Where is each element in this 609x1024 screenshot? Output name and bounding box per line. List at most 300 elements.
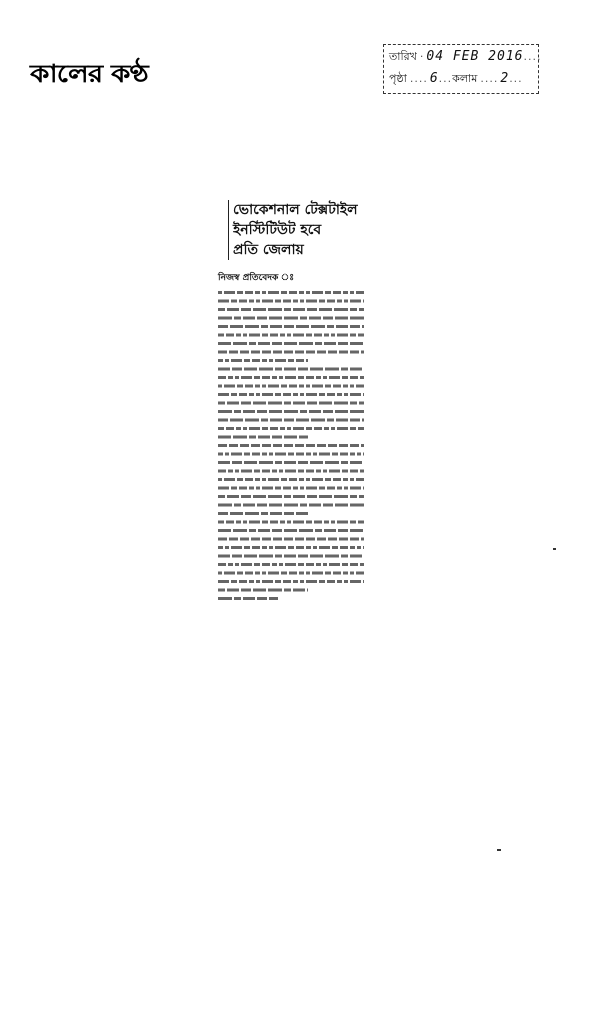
illegible-word (218, 317, 232, 320)
illegible-word (323, 504, 333, 507)
scan-speck (553, 548, 556, 550)
illegible-word (357, 546, 361, 549)
illegible-word (350, 538, 359, 541)
illegible-word (299, 478, 304, 481)
illegible-word (293, 589, 305, 592)
illegible-word (307, 589, 308, 592)
illegible-word (218, 351, 227, 354)
illegible-word (252, 359, 260, 362)
illegible-word (327, 419, 334, 422)
illegible-word (333, 291, 341, 294)
illegible-word (306, 580, 317, 583)
illegible-word (299, 291, 304, 294)
illegible-word (306, 546, 311, 549)
illegible-word (268, 589, 282, 592)
illegible-word (275, 393, 281, 396)
illegible-word (239, 393, 247, 396)
illegible-word (257, 504, 267, 507)
illegible-word (218, 546, 223, 549)
illegible-word (306, 538, 315, 541)
illegible-word (236, 334, 241, 337)
illegible-word (285, 563, 296, 566)
illegible-word (315, 529, 322, 532)
illegible-word (249, 427, 260, 430)
illegible-word (249, 529, 256, 532)
illegible-word (245, 512, 259, 515)
illegible-word (218, 487, 229, 490)
illegible-word (300, 487, 304, 490)
illegible-word (257, 317, 267, 320)
illegible-word (295, 538, 304, 541)
illegible-word (344, 393, 348, 396)
illegible-word (284, 351, 293, 354)
illegible-word (310, 555, 323, 558)
illegible-word (350, 470, 358, 473)
illegible-word (218, 461, 230, 464)
illegible-word (244, 461, 257, 464)
illegible-word (306, 563, 314, 566)
illegible-word (337, 580, 342, 583)
illegible-word (218, 300, 229, 303)
illegible-word (284, 342, 297, 345)
illegible-word (245, 572, 253, 575)
illegible-word (350, 410, 364, 413)
illegible-word (296, 546, 304, 549)
illegible-word (309, 317, 321, 320)
illegible-word (256, 580, 260, 583)
illegible-word (316, 563, 321, 566)
illegible-word (298, 376, 304, 379)
illegible-word (311, 419, 325, 422)
illegible-word (350, 402, 357, 405)
illegible-word (256, 393, 260, 396)
illegible-word (284, 368, 296, 371)
illegible-word (262, 470, 270, 473)
illegible-word (262, 291, 266, 294)
illegible-word (287, 427, 291, 430)
illegible-word (325, 478, 331, 481)
illegible-word (218, 393, 229, 396)
illegible-word (359, 402, 364, 405)
illegible-word (241, 402, 251, 405)
illegible-word (336, 419, 348, 422)
illegible-word (284, 529, 297, 532)
illegible-word (227, 308, 239, 311)
newspaper-masthead: কালের কণ্ঠ (30, 58, 148, 89)
illegible-word (324, 427, 329, 430)
illegible-word (273, 351, 282, 354)
illegible-word (328, 538, 337, 541)
illegible-word (275, 580, 281, 583)
illegible-word (279, 563, 283, 566)
illegible-word (293, 402, 305, 405)
illegible-word (329, 470, 340, 473)
article-headline (228, 200, 366, 260)
illegible-word (350, 521, 356, 524)
illegible-word (284, 512, 294, 515)
illegible-word (218, 512, 228, 515)
illegible-word (342, 470, 348, 473)
headline-line-1: ভোকেশনাল টেক্সটাইল (233, 202, 358, 218)
illegible-word (333, 385, 341, 388)
illegible-word (324, 334, 329, 337)
illegible-word (255, 572, 260, 575)
illegible-word (284, 504, 298, 507)
illegible-word (283, 300, 291, 303)
illegible-word (324, 529, 336, 532)
illegible-word (279, 376, 283, 379)
illegible-word (218, 453, 223, 456)
illegible-word (233, 342, 247, 345)
illegible-word (325, 291, 331, 294)
illegible-word (262, 300, 273, 303)
illegible-word (285, 470, 296, 473)
illegible-word (284, 495, 291, 498)
illegible-word (312, 291, 323, 294)
illegible-word (361, 351, 364, 354)
illegible-word (306, 487, 317, 490)
illegible-word (299, 436, 308, 439)
illegible-word (270, 325, 282, 328)
illegible-word (298, 555, 308, 558)
illegible-word (243, 504, 255, 507)
illegible-word (340, 453, 348, 456)
illegible-word (251, 351, 260, 354)
illegible-word (281, 572, 287, 575)
illegible-word (350, 487, 361, 490)
illegible-word (357, 453, 361, 456)
illegible-word (350, 317, 364, 320)
illegible-word (272, 342, 282, 345)
illegible-word (350, 427, 356, 430)
illegible-word (233, 436, 247, 439)
illegible-word (224, 291, 235, 294)
illegible-word (356, 291, 364, 294)
illegible-word (360, 563, 364, 566)
illegible-word (225, 546, 229, 549)
illegible-word (270, 512, 282, 515)
illegible-word (300, 504, 307, 507)
illegible-word (241, 563, 252, 566)
illegible-word (231, 393, 237, 396)
illegible-word (230, 419, 243, 422)
illegible-word (341, 368, 348, 371)
illegible-word (325, 368, 339, 371)
illegible-word (317, 444, 326, 447)
illegible-word (236, 427, 241, 430)
illegible-word (224, 385, 235, 388)
illegible-word (313, 453, 317, 456)
illegible-word (280, 427, 285, 430)
illegible-word (337, 334, 348, 337)
illegible-word (293, 521, 304, 524)
headline-line-3: প্রতি জেলায় (233, 242, 304, 258)
illegible-word (316, 376, 321, 379)
illegible-word (273, 538, 282, 541)
illegible-word (284, 419, 294, 422)
illegible-word (226, 521, 234, 524)
illegible-word (218, 589, 225, 592)
illegible-word (327, 487, 335, 490)
illegible-word (319, 580, 325, 583)
illegible-word (331, 521, 335, 524)
illegible-word (343, 478, 348, 481)
illegible-word (268, 291, 279, 294)
illegible-word (306, 521, 312, 524)
illegible-word (300, 580, 304, 583)
illegible-word (317, 538, 326, 541)
article-byline: নিজস্ব প্রতিবেদক ঃ (218, 273, 295, 283)
illegible-word (332, 546, 338, 549)
illegible-word (319, 393, 325, 396)
illegible-word (225, 453, 229, 456)
illegible-word (253, 402, 266, 405)
illegible-word (343, 291, 348, 294)
illegible-word (335, 410, 348, 413)
illegible-word (284, 325, 294, 328)
illegible-word (269, 317, 282, 320)
illegible-word (218, 470, 226, 473)
illegible-word (239, 580, 247, 583)
illegible-word (306, 300, 317, 303)
illegible-word (245, 419, 259, 422)
illegible-word (231, 359, 242, 362)
illegible-word (363, 487, 364, 490)
illegible-word (232, 555, 242, 558)
illegible-word (259, 555, 273, 558)
illegible-word (293, 300, 298, 303)
stamp-page-value: 6 (429, 71, 439, 86)
illegible-word (262, 538, 271, 541)
illegible-word (218, 427, 224, 430)
illegible-word (325, 555, 339, 558)
illegible-word (262, 487, 273, 490)
illegible-word (295, 444, 304, 447)
scan-speck (497, 849, 501, 851)
illegible-word (244, 453, 250, 456)
illegible-word (254, 470, 260, 473)
illegible-word (268, 385, 279, 388)
illegible-word (270, 427, 278, 430)
illegible-word (255, 478, 260, 481)
illegible-word (287, 521, 291, 524)
illegible-word (245, 325, 259, 328)
illegible-word (234, 504, 241, 507)
illegible-word (252, 546, 260, 549)
illegible-word (218, 436, 231, 439)
illegible-word (275, 487, 281, 490)
illegible-word (363, 546, 364, 549)
illegible-word (241, 589, 251, 592)
illegible-word (233, 529, 247, 532)
illegible-word (251, 538, 260, 541)
illegible-word (296, 419, 309, 422)
illegible-word (338, 342, 348, 345)
illegible-word (275, 359, 286, 362)
illegible-word (288, 546, 294, 549)
illegible-word (218, 291, 222, 294)
illegible-word (218, 495, 225, 498)
illegible-word (287, 334, 291, 337)
illegible-word (350, 461, 362, 464)
illegible-word (244, 368, 257, 371)
illegible-word (243, 427, 247, 430)
illegible-word (229, 444, 238, 447)
illegible-word (307, 495, 317, 498)
illegible-word (255, 291, 260, 294)
illegible-word (293, 334, 304, 337)
illegible-word (307, 308, 317, 311)
illegible-word (262, 376, 270, 379)
illegible-word (319, 546, 330, 549)
illegible-word (262, 521, 268, 524)
illegible-word (319, 487, 325, 490)
illegible-word (245, 478, 253, 481)
illegible-word (328, 351, 337, 354)
illegible-word (296, 325, 309, 328)
illegible-word (350, 334, 356, 337)
illegible-word (325, 572, 331, 575)
illegible-word (237, 291, 243, 294)
illegible-word (306, 291, 310, 294)
illegible-word (323, 317, 333, 320)
illegible-word (327, 300, 335, 303)
illegible-word (243, 410, 255, 413)
illegible-word (350, 572, 354, 575)
illegible-word (258, 436, 270, 439)
illegible-word (243, 317, 255, 320)
illegible-word (350, 291, 354, 294)
illegible-word (240, 538, 249, 541)
illegible-word (262, 580, 273, 583)
illegible-word (280, 521, 285, 524)
illegible-word (262, 351, 271, 354)
illegible-word (268, 572, 279, 575)
illegible-word (231, 580, 237, 583)
illegible-word (319, 300, 325, 303)
illegible-word (235, 563, 239, 566)
illegible-word (319, 308, 332, 311)
illegible-word (299, 385, 304, 388)
illegible-word (334, 495, 348, 498)
illegible-word (331, 334, 335, 337)
illegible-word (356, 385, 364, 388)
illegible-word (262, 563, 270, 566)
illegible-word (350, 368, 362, 371)
clipping-stamp (383, 44, 542, 94)
illegible-word (362, 419, 364, 422)
illegible-word (255, 385, 260, 388)
illegible-word (258, 529, 270, 532)
stamp-page-label: পৃষ্ঠা (389, 72, 407, 85)
illegible-word (339, 444, 348, 447)
illegible-word (284, 317, 298, 320)
illegible-word (232, 368, 242, 371)
illegible-word (361, 538, 364, 541)
illegible-word (333, 478, 341, 481)
illegible-word (327, 393, 335, 396)
illegible-word (229, 351, 238, 354)
illegible-word (307, 402, 317, 405)
illegible-word (240, 351, 249, 354)
illegible-word (262, 444, 271, 447)
illegible-word (228, 563, 233, 566)
illegible-word (284, 555, 296, 558)
illegible-word (240, 444, 249, 447)
illegible-word (344, 580, 348, 583)
illegible-word (350, 529, 363, 532)
illegible-word (275, 461, 282, 464)
illegible-word (239, 300, 247, 303)
illegible-word (340, 546, 348, 549)
illegible-word (341, 461, 348, 464)
illegible-word (335, 504, 348, 507)
illegible-word (312, 572, 323, 575)
illegible-word (363, 453, 364, 456)
illegible-word (256, 300, 260, 303)
illegible-word (313, 546, 317, 549)
illegible-word (249, 393, 254, 396)
illegible-word (288, 453, 294, 456)
illegible-word (306, 444, 315, 447)
illegible-word (249, 300, 254, 303)
illegible-word (360, 376, 364, 379)
illegible-word (237, 385, 243, 388)
illegible-word (343, 385, 348, 388)
illegible-word (257, 410, 267, 413)
illegible-word (249, 436, 256, 439)
illegible-word (262, 453, 267, 456)
illegible-word (289, 572, 297, 575)
illegible-word (342, 376, 348, 379)
illegible-word (306, 351, 315, 354)
illegible-word (269, 504, 282, 507)
illegible-word (224, 478, 235, 481)
illegible-word (350, 419, 360, 422)
illegible-word (319, 495, 332, 498)
illegible-word (288, 359, 294, 362)
illegible-word (289, 478, 297, 481)
illegible-word (315, 342, 322, 345)
illegible-word (253, 495, 266, 498)
illegible-word (218, 325, 228, 328)
illegible-word (350, 504, 364, 507)
illegible-word (268, 402, 282, 405)
illegible-word (262, 393, 273, 396)
illegible-word (230, 512, 243, 515)
illegible-word (361, 444, 364, 447)
illegible-word (262, 427, 268, 430)
illegible-word (329, 563, 340, 566)
illegible-word (300, 300, 304, 303)
illegible-word (262, 478, 266, 481)
illegible-word (261, 325, 268, 328)
illegible-word (269, 453, 273, 456)
illegible-word (362, 325, 364, 328)
illegible-word (229, 538, 238, 541)
illegible-word (218, 504, 232, 507)
illegible-word (272, 529, 282, 532)
illegible-word (249, 342, 256, 345)
illegible-word (299, 572, 304, 575)
illegible-word (231, 300, 237, 303)
illegible-word (269, 597, 278, 600)
illegible-word (237, 572, 243, 575)
illegible-word (218, 419, 228, 422)
illegible-word (350, 546, 355, 549)
illegible-word (306, 572, 310, 575)
illegible-word (324, 342, 336, 345)
